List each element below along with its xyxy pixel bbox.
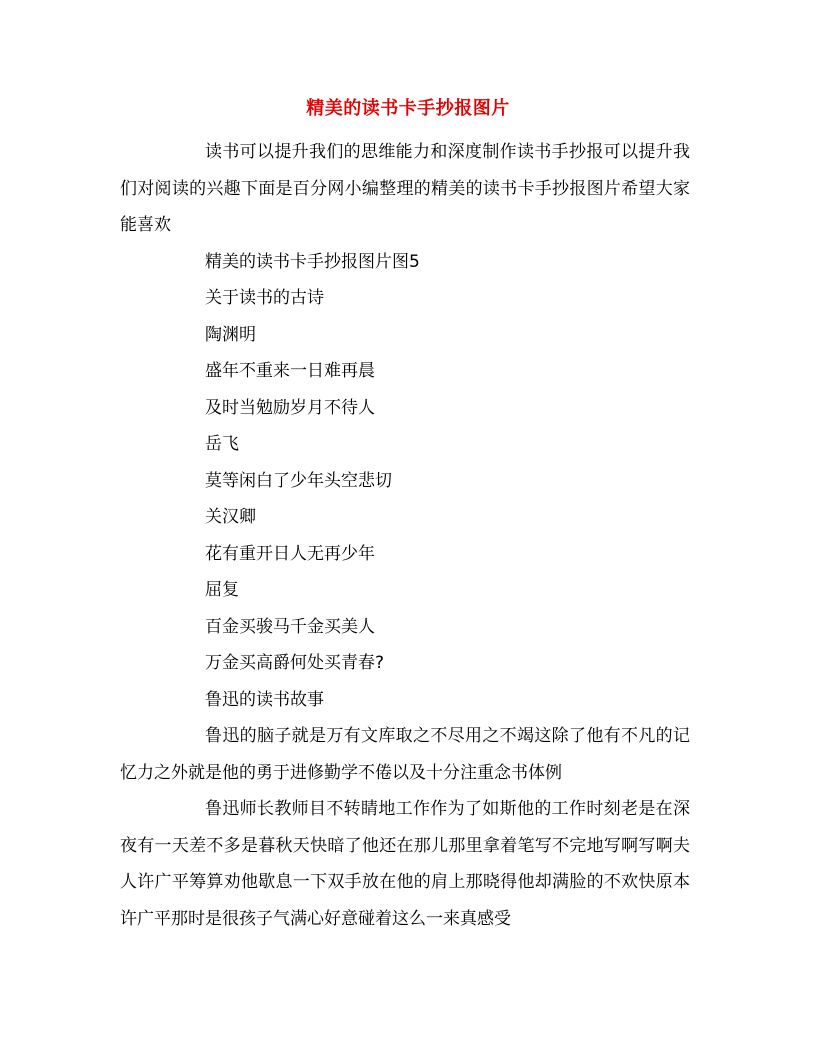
poem-line: 莫等闲白了少年头空悲切	[205, 470, 392, 491]
document-body	[120, 134, 690, 937]
poem-author: 岳飞	[205, 434, 239, 454]
intro-paragraph: 读书可以提升我们的思维能力和深度制作读书手抄报可以提升我们对阅读的兴趣下面是百分网小编整理的精美的读书卡手抄报图片希望大家能喜欢	[120, 142, 690, 235]
story-section-heading: 鲁迅的读书故事	[205, 689, 324, 710]
poem-line: 花有重开日人无再少年	[205, 543, 375, 564]
poem-author: 屈复	[205, 580, 239, 600]
poem-section-heading: 关于读书的古诗	[205, 288, 324, 308]
story-paragraph: 鲁迅的脑子就是万有文库取之不尽用之不竭这除了他有不凡的记忆力之外就是他的勇于进修勤学不倦以及十分注重念书体例	[120, 726, 690, 783]
poem-line: 盛年不重来一日难再晨	[205, 361, 375, 381]
poem-line: 百金买骏马千金买美人	[205, 616, 375, 637]
page-title: 精美的读书卡手抄报图片	[306, 98, 510, 119]
image-caption: 精美的读书卡手抄报图片图5	[205, 251, 420, 272]
poem-line: 及时当勉励岁月不待人	[205, 397, 375, 418]
poem-author: 陶渊明	[205, 324, 256, 345]
poem-line: 万金买高爵何处买青春?	[205, 653, 385, 673]
story-paragraph: 鲁迅师长教师目不转睛地工作作为了如斯他的工作时刻老是在深夜有一天差不多是暮秋天快暗了他还在那儿那里拿着笔写不完地写啊写啊夫人许广平筹算劝他歇息一下双手放在他的肩上那晓得他却满脸的不欢快原本许广平那时是很孩子气满心好意碰着这么一来真感受	[120, 799, 690, 929]
poem-author: 关汉卿	[205, 507, 256, 527]
